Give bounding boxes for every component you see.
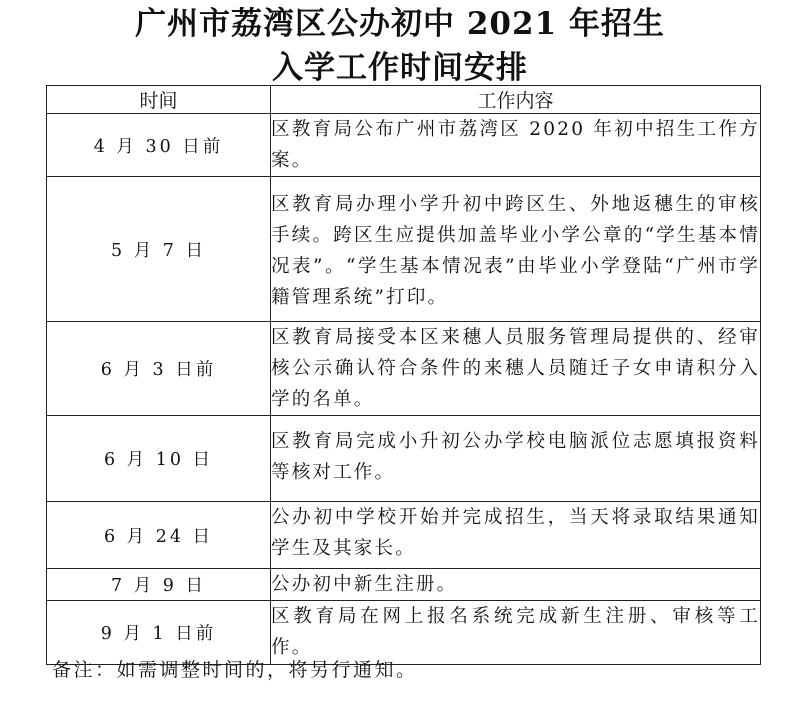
table-header-row bbox=[47, 86, 761, 114]
table-row bbox=[47, 416, 761, 502]
table-row bbox=[47, 177, 761, 322]
table-row bbox=[47, 502, 761, 569]
time-cell: 4 月 30 日前 bbox=[47, 114, 271, 177]
time-cell: 6 月 24 日 bbox=[47, 502, 271, 569]
table-row bbox=[47, 569, 761, 601]
document-title-line-2: 入学工作时间安排 bbox=[272, 50, 528, 86]
document-title-line-1: 广州市荔湾区公办初中 2021 年招生 bbox=[135, 6, 665, 42]
content-cell: 区教育局在网上报名系统完成新生注册、审核等工作。 bbox=[271, 601, 761, 665]
time-cell: 6 月 10 日 bbox=[47, 416, 271, 502]
time-cell: 9 月 1 日前 bbox=[47, 601, 271, 665]
time-cell: 6 月 3 日前 bbox=[47, 322, 271, 416]
content-cell: 区教育局公布广州市荔湾区 2020 年初中招生工作方案。 bbox=[271, 114, 761, 177]
column-header-time: 时间 bbox=[47, 86, 271, 114]
content-cell: 区教育局接受本区来穗人员服务管理局提供的、经审核公示确认符合条件的来穗人员随迁子女申请积分入学的名单。 bbox=[271, 322, 761, 416]
content-cell: 区教育局办理小学升初中跨区生、外地返穗生的审核手续。跨区生应提供加盖毕业小学公章的“学生基本情况表”。“学生基本情况表”由毕业小学登陆“广州市学籍管理系统”打印。 bbox=[271, 177, 761, 322]
content-cell: 公办初中新生注册。 bbox=[271, 569, 761, 601]
table-row bbox=[47, 114, 761, 177]
content-cell: 区教育局完成小升初公办学校电脑派位志愿填报资料等核对工作。 bbox=[271, 416, 761, 502]
column-header-content: 工作内容 bbox=[271, 86, 761, 114]
table-row bbox=[47, 322, 761, 416]
schedule-table bbox=[46, 85, 761, 665]
content-cell: 公办初中学校开始并完成招生，当天将录取结果通知学生及其家长。 bbox=[271, 502, 761, 569]
time-cell: 7 月 9 日 bbox=[47, 569, 271, 601]
footnote: 备注：如需调整时间的，将另行通知。 bbox=[52, 659, 418, 681]
time-cell: 5 月 7 日 bbox=[47, 177, 271, 322]
